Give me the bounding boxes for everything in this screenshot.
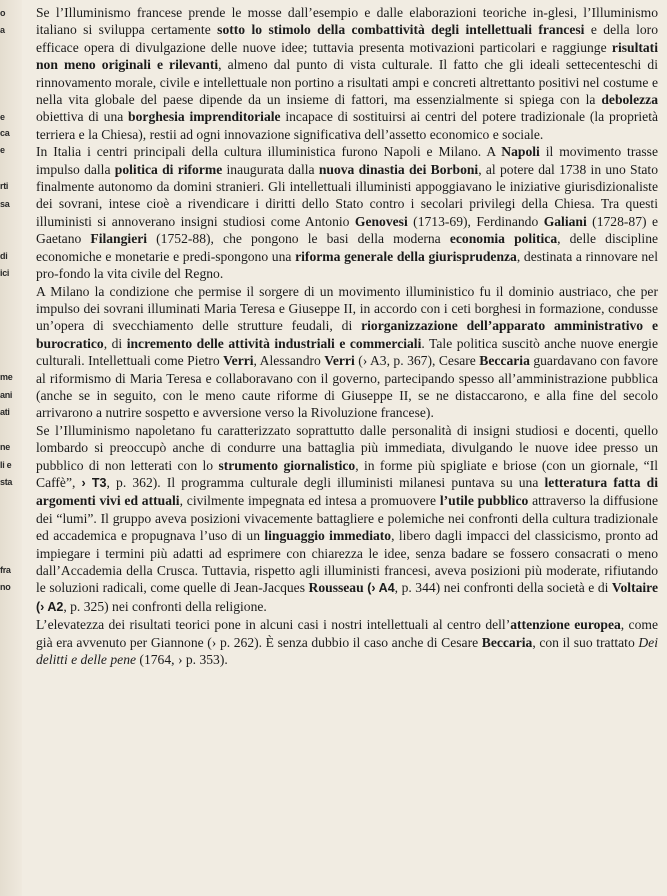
text: (1728-87) e Gaetano: [36, 213, 658, 247]
bold-text: riorganizzazione dell’apparato amministrativo e burocratico: [36, 318, 658, 351]
text: il movimento trasse impulso dalla: [36, 144, 658, 177]
bold-text: Galiani: [543, 213, 587, 229]
bold-text: Rousseau: [308, 580, 364, 596]
paragraph-lombard-journalism: [26, 422, 658, 616]
paragraph-european-attention: [26, 616, 658, 668]
margin-note: e: [0, 145, 5, 155]
cross-reference: (› A4: [363, 581, 395, 596]
text: In Italia i centri principali della cultura illuministica furono Napoli e Milano. A: [36, 144, 502, 160]
bold-text: strumento giornalistico: [218, 457, 356, 473]
text: , al potere dal 1738 in uno Stato finalmente autonomo da domini stranieri. Gli intellettuali illuministi appoggiavano le iniziative giurisdizionaliste dei sovrani, intese cioè a rivendicare i diritti dello Stato contro i secolari privilegi della Chiesa. Tra questi illuministi si annoverano insigni studiosi come Antonio: [36, 161, 658, 229]
text: . Tale politica suscitò anche nuove energie culturali. Intellettuali come Pietro: [36, 335, 658, 369]
bold-text: Napoli: [501, 144, 540, 160]
text: , in forme più spigliate e briose (con un giornale, “Il Caffè”,: [36, 457, 659, 490]
margin-note: o: [0, 8, 6, 18]
text: attraverso la diffusione dei “lumi”. Il gruppo aveva posizioni vivacemente battagliere e polemiche nei confronti della cultura tradizionale ed accademica e propugnava l’uso di un: [36, 493, 658, 544]
text: inaugurata dalla: [222, 161, 319, 177]
text: , p. 325) nei confronti della religione.: [63, 598, 267, 614]
text: , destinata a rinnovare nel pro-fondo la vita civile del Regno.: [36, 248, 658, 282]
margin-notes: [0, 0, 22, 896]
bold-text: linguaggio immediato: [264, 528, 392, 544]
bold-text: letteratura fatta di argomenti vivi ed attuali: [36, 474, 658, 509]
bold-text: Verri: [324, 353, 355, 369]
bold-text: sotto lo stimolo della combattività degli intellettuali francesi: [217, 22, 585, 38]
bold-text: Verri: [223, 353, 254, 369]
bold-text: Beccaria: [479, 353, 530, 369]
margin-note: ici: [0, 268, 10, 278]
margin-note: ati: [0, 407, 10, 417]
text: , civilmente impegnata ed intesa a promuovere: [179, 493, 440, 509]
margin-note: ne: [0, 442, 10, 452]
text: Se l’Illuminismo napoletano fu caratterizzato soprattutto dalle personalità di insigni studiosi e docenti, quello lombardo si preoccupò anche di condurre una battaglia più immediata, divulgando le nuove idee presso un pubblico di non letterati con lo: [36, 422, 658, 473]
bold-text: Beccaria: [481, 634, 533, 650]
bold-text: incremento delle attività industriali e commerciali: [126, 335, 422, 351]
bold-text: debolezza: [601, 92, 658, 108]
text: guardavano con favore al riformismo di Maria Teresa e collaboravano con il governo, partecipando spesso all’amministrazione pubblica (anche se in seguito, con le meno caute riforme di Giuseppe II, se ne distaccarono, e alla fine del secolo arrivarono a nutrire sospetto e avversione verso la Rivoluzione francese).: [36, 353, 658, 421]
margin-note: sta: [0, 477, 13, 487]
italic-title: Dei delitti e delle pene: [36, 634, 658, 668]
cross-reference: (› A2: [36, 599, 64, 614]
bold-text: riforma generale della giurisprudenza: [295, 248, 517, 264]
margin-note: sa: [0, 199, 10, 209]
margin-note: ani: [0, 390, 13, 400]
text: (1752-88), che pongono le basi della moderna: [147, 231, 450, 247]
margin-note: fra: [0, 565, 11, 575]
bold-text: nuova dinastia dei Borboni: [318, 161, 479, 177]
paragraph-milan: [26, 283, 658, 422]
bold-text: l’utile pubblico: [439, 493, 529, 509]
paragraph-naples: [26, 143, 658, 282]
cross-reference: (› A3, p. 367): [354, 353, 432, 369]
margin-note: me: [0, 372, 13, 382]
margin-note: li e: [0, 460, 12, 470]
text: Se l’Illuminismo francese prende le mosse dall’esempio e dalle elaborazioni teoriche in-glesi, l’Illuminismo italiano si sviluppa certamente: [36, 5, 658, 38]
text: (1764, › p. 353).: [136, 652, 228, 668]
bold-text: attenzione europea: [510, 617, 621, 633]
bold-text: borghesia imprenditoriale: [128, 109, 281, 125]
text-page: [26, 4, 658, 668]
cross-reference: › T3: [81, 475, 107, 490]
text: , p. 344) nei confronti della società e di: [394, 580, 612, 596]
text: , delle discipline economiche e monetarie e predi-spongono una: [36, 231, 659, 264]
bold-text: politica di riforme: [114, 161, 223, 177]
bold-text: economia politica: [449, 231, 558, 247]
text: L’elevatezza dei risultati teorici pone in alcuni casi i nostri intellettuali al centro dell’: [36, 617, 511, 633]
text: A Milano la condizione che permise il sorgere di un movimento illuministico fu il dominio austriaco, che per impulso dei sovrani illuminati Maria Teresa e Giuseppe II, in accordo con i ceti borghesi in formazione, condusse un’opera di svecchiamento delle strutture feudali, di: [36, 283, 658, 334]
text: , come già era avvenuto per Giannone (› p. 262). È senza dubbio il caso anche di Cesare: [36, 617, 658, 650]
text: , libero dagli impacci del classicismo, pronto ad impiegare i termini più adatti ad esprimere con chiarezza le idee, senza badare se fossero consacrati o meno dall’Accademia della Crusca. Tuttavia, rispetto agli illuministi francesi, aveva posizioni più moderate, rifiutando le soluzioni radicali, come quelle di Jean-Jacques: [36, 528, 659, 596]
bold-text: Filangieri: [90, 231, 148, 247]
text: e della loro efficace opera di divulgazione delle nuove idee; tuttavia presenta motivazioni particolari e raggiunge: [36, 22, 659, 55]
paragraph-enlightenment-origins: [26, 4, 658, 143]
text: , Alessandro: [253, 353, 325, 369]
margin-note: ca: [0, 128, 10, 138]
text: , con il suo trattato: [532, 634, 639, 650]
margin-note: rti: [0, 181, 9, 191]
margin-note: a: [0, 25, 5, 35]
bold-text: Genovesi: [354, 213, 408, 229]
text: incapace di sostituirsi ai centri del potere tradizionale (la proprietà terriera e la Chiesa), restii ad ogni innovazione significativa dell’assetto economico e sociale.: [36, 109, 659, 142]
text: obiettiva di una: [36, 109, 129, 125]
margin-note: di: [0, 251, 8, 261]
text: , di: [103, 335, 127, 351]
margin-note: e: [0, 112, 5, 122]
bold-text: risultati non meno originali e rilevanti: [36, 39, 658, 73]
margin-note: no: [0, 582, 11, 592]
text: , almeno dal punto di vista culturale. Il fatto che gli ideali settecenteschi di rinnovamento morale, civile e intellettuale non portino a risultati ampi e concreti altrettanto positivi nel costume e nella vita globale del paese dipende da un insieme di fattori, ma essenzialmente si spiega con la: [36, 57, 658, 108]
text: , p. 362). Il programma culturale degli illuministi milanesi puntava su una: [106, 474, 545, 490]
text: (1713-69), Ferdinando: [407, 213, 544, 229]
bold-text: Voltaire: [611, 580, 658, 596]
text: , Cesare: [432, 353, 480, 369]
